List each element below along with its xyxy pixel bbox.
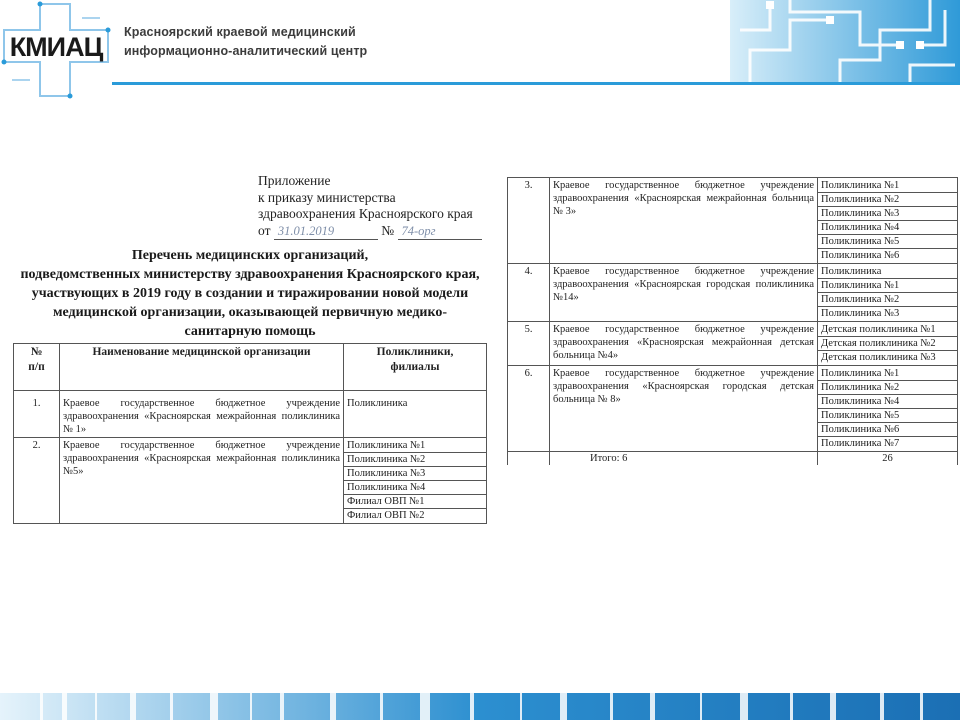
branch-item: Поликлиника №4 (344, 481, 486, 495)
header-branches: Поликлиники, филиалы (344, 344, 487, 391)
table-header-row (14, 344, 487, 391)
branch-item: Поликлиника №3 (818, 207, 957, 221)
table-row (508, 178, 958, 264)
branch-item: Поликлиника №4 (818, 221, 957, 235)
appendix-date-line (258, 223, 482, 241)
branch-item: Детская поликлиника №3 (821, 352, 936, 363)
document-heading (0, 246, 500, 341)
appendix-line1: Приложение (258, 173, 331, 188)
footer-decoration (0, 693, 960, 720)
branches-cell (818, 264, 958, 322)
branch-item: Поликлиника №2 (818, 381, 957, 395)
total-value: 26 (818, 452, 958, 466)
branch-item: Поликлиника №3 (821, 308, 900, 319)
table-row (508, 322, 958, 366)
branch-item: Филиал ОВП №2 (347, 510, 425, 521)
table-row (508, 264, 958, 322)
branch-item: Поликлиника №5 (818, 409, 957, 423)
branch-item: Поликлиника №1 (818, 179, 957, 193)
order-number: 74-орг (398, 223, 482, 241)
branch-item: Поликлиника №3 (344, 467, 486, 481)
branch-item: Поликлиника №2 (818, 293, 957, 307)
branches-cell (818, 178, 958, 264)
appendix-line2: к приказу министерства (258, 189, 396, 205)
page-header (0, 0, 960, 105)
branch-item: Поликлиника №7 (821, 438, 900, 449)
logo-wordmark: КМИАЦ (9, 32, 103, 62)
branch-item: Поликлиника №2 (818, 193, 957, 207)
branch-item: Поликлиника (347, 398, 408, 409)
branches-cell (818, 366, 958, 452)
branches-cell (344, 391, 487, 438)
org-title-line2: информационно-аналитический центр (124, 44, 368, 58)
branch-item: Поликлиника №1 (344, 439, 486, 453)
kmiac-logo (0, 0, 118, 100)
branch-item: Филиал ОВП №1 (344, 495, 486, 509)
row-number: 4. (508, 264, 550, 322)
branch-item: Поликлиника №4 (818, 395, 957, 409)
branch-item: Поликлиника №5 (818, 235, 957, 249)
heading-line4: медицинской организации, оказывающей первичную медико- (52, 305, 448, 320)
table-total-row (508, 452, 958, 466)
row-number: 1. (14, 391, 60, 438)
circuit-decoration (730, 0, 960, 82)
org-name: Краевое государственное бюджетное учреждение здравоохранения «Красноярская межрайонная детская больница №4» (550, 322, 818, 366)
org-name: Краевое государственное бюджетное учреждение здравоохранения «Красноярская городская детская больница № 8» (550, 366, 818, 452)
appendix-block (258, 173, 482, 240)
org-name: Краевое государственное бюджетное учреждение здравоохранения «Красноярская межрайонная больница № 3» (550, 178, 818, 264)
heading-line5: санитарную помощь (184, 324, 316, 339)
header-divider (112, 82, 960, 85)
branch-item: Поликлиника (818, 265, 957, 279)
number-prefix: № (381, 222, 395, 238)
table-row (508, 366, 958, 452)
date-prefix: от (258, 222, 271, 238)
branches-cell (344, 438, 487, 524)
heading-line2: подведомственных министерству здравоохранения Красноярского края, (20, 267, 480, 282)
branch-item: Поликлиника №1 (818, 367, 957, 381)
heading-line3: участвующих в 2019 году в создании и тиражировании новой модели (31, 286, 469, 301)
org-name: Краевое государственное бюджетное учреждение здравоохранения «Красноярская городская поликлиника №14» (550, 264, 818, 322)
table-row (14, 391, 487, 438)
org-name: Краевое государственное бюджетное учреждение здравоохранения «Красноярская межрайонная поликлиника № 1» (60, 391, 344, 438)
row-number: 3. (508, 178, 550, 264)
branch-item: Детская поликлиника №2 (818, 337, 957, 351)
row-number: 6. (508, 366, 550, 452)
total-label: Итого: 6 (550, 452, 818, 466)
org-title-line1: Красноярский краевой медицинский (124, 25, 356, 39)
order-date: 31.01.2019 (274, 223, 378, 241)
header-num: № п/п (14, 344, 60, 391)
org-table-part2 (507, 177, 958, 465)
header-name: Наименование медицинской организации (60, 344, 344, 391)
branch-item: Детская поликлиника №1 (818, 323, 957, 337)
row-number: 5. (508, 322, 550, 366)
heading-line1: Перечень медицинских организаций, (131, 248, 369, 263)
branch-item: Поликлиника №6 (818, 423, 957, 437)
org-name: Краевое государственное бюджетное учреждение здравоохранения «Красноярская межрайонная поликлиника №5» (60, 438, 344, 524)
org-title (124, 23, 367, 61)
branch-item: Поликлиника №6 (821, 250, 900, 261)
branches-cell (818, 322, 958, 366)
appendix-line3: здравоохранения Красноярского края (258, 206, 473, 221)
org-table-part1 (13, 343, 487, 524)
table-row (14, 438, 487, 524)
row-number: 2. (14, 438, 60, 524)
branch-item: Поликлиника №2 (344, 453, 486, 467)
branch-item: Поликлиника №1 (818, 279, 957, 293)
